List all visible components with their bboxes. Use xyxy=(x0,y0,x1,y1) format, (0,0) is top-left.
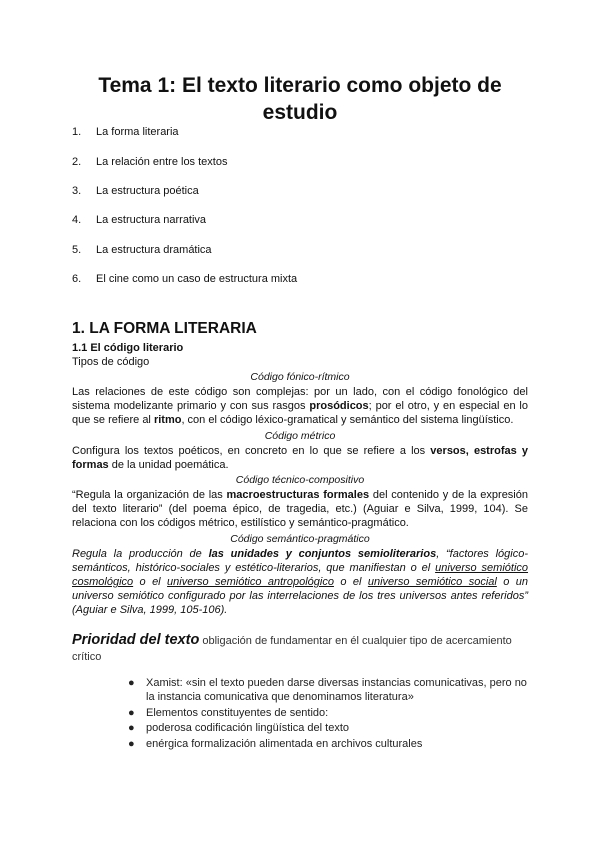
toc-item xyxy=(72,242,212,258)
list-item xyxy=(128,737,528,751)
bold-term: las unidades y conjuntos semioliterarios xyxy=(208,548,437,560)
toc-item xyxy=(72,271,297,287)
toc-label: La estructura dramática xyxy=(96,244,212,256)
code-heading: Código técnico-compositivo xyxy=(235,474,365,486)
list-item-text: enérgica formalización alimentada en archivos culturales xyxy=(146,737,423,750)
code-paragraph xyxy=(72,547,528,617)
list-item xyxy=(128,706,528,720)
bullet-icon: ● xyxy=(128,722,135,734)
text-span: o el xyxy=(333,576,368,588)
text-span: , con el código léxico-gramatical y semántico del sistema lingüístico. xyxy=(181,414,514,426)
priority-term: Prioridad del texto xyxy=(72,632,200,648)
list-item xyxy=(128,721,528,735)
underlined-term: universo semiótico social xyxy=(367,576,497,588)
priority-description: obligación de fundamentar en él cualquier tipo de acercamiento crítico xyxy=(72,635,512,663)
section-heading: 1. LA FORMA LITERARIA xyxy=(72,320,257,337)
text-span: de la unidad poemática. xyxy=(108,459,229,471)
text-span: “Regula la organización de las xyxy=(72,489,227,501)
toc-label: El cine como un caso de estructura mixta xyxy=(96,273,298,285)
bullet-icon: ● xyxy=(128,737,135,750)
types-label: Tipos de código xyxy=(72,356,150,368)
bullet-icon: ● xyxy=(128,677,135,689)
toc-number: 6. xyxy=(72,273,82,285)
toc-label: La forma literaria xyxy=(96,126,179,138)
bold-term: macroestructuras formales xyxy=(226,489,370,501)
bullet-icon: ● xyxy=(128,706,135,719)
toc-item xyxy=(72,212,206,228)
code-heading: Código fónico-rítmico xyxy=(250,371,350,383)
underlined-term: universo semiótico antropológico xyxy=(167,576,334,588)
bold-term: versos, estrofas y formas xyxy=(72,445,528,471)
text-span: o un universo semiótico configurado por las interrelaciones de los tres universos antes referidos” (Aguiar e Silva, 1999, 105-106). xyxy=(72,576,529,616)
bullet-list xyxy=(128,676,528,752)
text-span: Las relaciones de este código son complejas: por un lado, con el código fonológico del sistema modelizante primario y con sus rasgos xyxy=(72,386,528,412)
toc-item xyxy=(72,183,199,199)
list-item-text: Xamist: «sin el texto pueden darse diversas instancias comunicativas, pero no la instancia comunicativa que denominamos literatura» xyxy=(146,677,527,703)
toc-number: 5. xyxy=(72,244,82,256)
toc-number: 2. xyxy=(72,156,82,168)
code-paragraph xyxy=(72,444,528,472)
text-span: Regula la producción de xyxy=(72,548,209,560)
text-span: o el xyxy=(133,576,168,588)
list-item xyxy=(128,676,528,704)
text-span: del contenido y de la expresión del texto literario” (del poema épico, de tragedia, etc.) (Aguiar e Silva, 1999, 104). Se relaciona con los códigos métrico, estilístico y semántico-pragmático. xyxy=(72,489,528,529)
toc-label: La estructura narrativa xyxy=(96,214,207,226)
code-paragraph xyxy=(72,385,528,427)
bold-term: prosódicos xyxy=(309,400,369,412)
toc-number: 4. xyxy=(72,214,82,226)
toc-item xyxy=(72,154,227,170)
text-span: ; por el otro, y en especial en lo que se refiere al xyxy=(72,400,528,426)
toc-number: 3. xyxy=(72,185,82,197)
list-item-text: Elementos constituyentes de sentido: xyxy=(146,706,329,719)
underlined-term: universo semiótico cosmológico xyxy=(72,562,529,588)
code-paragraph xyxy=(72,488,528,530)
subsection-heading: 1.1 El código literario xyxy=(72,342,184,354)
list-item-text: poderosa codificación lingüística del texto xyxy=(146,722,350,734)
text-span: Configura los textos poéticos, en concreto en lo que se refiere a los xyxy=(72,445,431,457)
code-heading: Código semántico-pragmático xyxy=(230,533,370,545)
toc-label: La relación entre los textos xyxy=(96,156,228,168)
text-span: , “factores lógico-semánticos, histórico-sociales y estético-literarios, que manifiestan o el xyxy=(72,548,528,574)
bold-term: ritmo xyxy=(153,414,182,426)
page-title: Tema 1: El texto literario como objeto de estudio xyxy=(98,74,502,124)
toc-label: La estructura poética xyxy=(96,185,199,197)
priority-paragraph xyxy=(72,632,528,665)
code-heading: Código métrico xyxy=(264,430,336,442)
toc-number: 1. xyxy=(72,126,82,138)
toc-item xyxy=(72,124,179,140)
